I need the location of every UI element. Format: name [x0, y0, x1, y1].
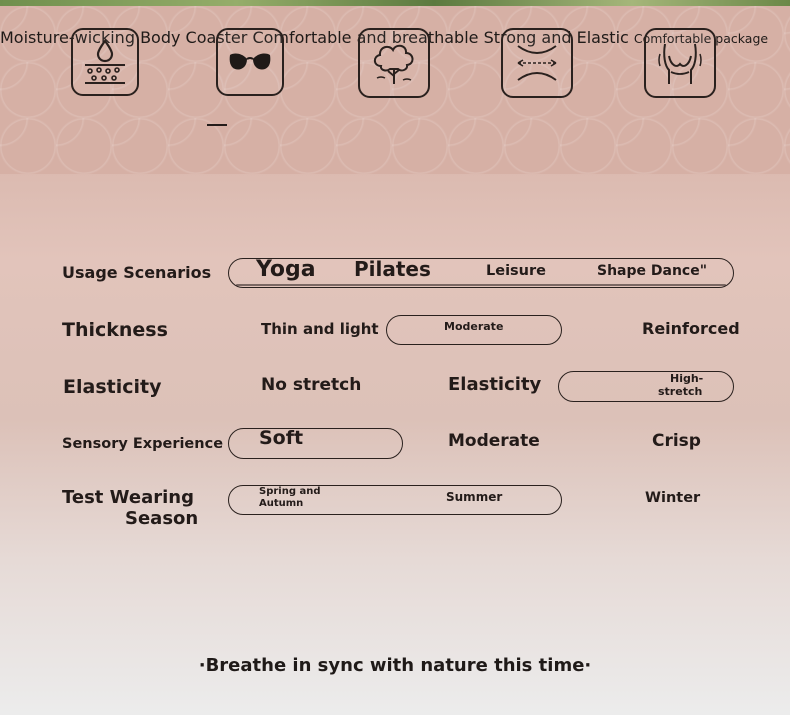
thickness-label: Thickness [62, 319, 168, 341]
tree-breeze-icon [358, 28, 430, 98]
option-yoga[interactable]: Yoga [256, 257, 316, 282]
elasticity-selected-pill [558, 371, 734, 402]
option-spring-autumn-line2[interactable]: Autumn [259, 498, 304, 509]
elasticity-label: Elasticity [63, 376, 162, 398]
bra-cups-icon [216, 28, 284, 96]
option-soft[interactable]: Soft [259, 427, 304, 449]
option-spring-autumn-line1[interactable]: Spring and [259, 486, 321, 497]
feature-label-breathable-line1: Comfortable and [252, 28, 387, 47]
brush-stroke [236, 284, 726, 286]
body-wrap-icon [644, 28, 716, 98]
feature-breathable [358, 28, 430, 98]
usage-scenarios-label: Usage Scenarios [62, 263, 212, 282]
option-shape-dance[interactable]: Shape Dance" [597, 263, 708, 279]
option-leisure[interactable]: Leisure [486, 263, 546, 279]
option-summer[interactable]: Summer [446, 490, 503, 504]
feature-label-elastic: Strong and Elastic [483, 28, 629, 47]
option-crisp[interactable]: Crisp [652, 431, 701, 451]
option-thin-light[interactable]: Thin and light [261, 320, 379, 338]
feature-strong-elastic [501, 28, 573, 98]
tagline: ·Breathe in sync with nature this time· [198, 655, 592, 676]
option-pilates[interactable]: Pilates [354, 257, 431, 281]
option-reinforced[interactable]: Reinforced [642, 319, 740, 338]
option-winter[interactable]: Winter [645, 490, 701, 506]
feature-label-package: Comfortable package [633, 31, 769, 46]
stretch-arrows-icon [501, 28, 573, 98]
feature-label-body-line2: Coaster [185, 28, 248, 47]
feature-body-coaster [216, 28, 284, 96]
option-high-stretch-line1[interactable]: High- [670, 372, 704, 385]
droplet-layers-icon [71, 28, 139, 96]
option-elasticity[interactable]: Elasticity [448, 374, 542, 395]
feature-comfortable-package [644, 28, 716, 98]
feature-label-moisture: Moisture-wicking [0, 28, 135, 47]
label-dash [207, 124, 227, 126]
option-high-stretch-line2[interactable]: stretch [658, 385, 703, 398]
season-label-line1: Test Wearing [62, 487, 194, 508]
option-moderate-thickness[interactable]: Moderate [444, 320, 504, 333]
feature-label-breathable-line2: breathable [391, 28, 479, 47]
season-label-line2: Season [125, 508, 199, 529]
sensory-experience-label: Sensory Experience [62, 436, 224, 452]
feature-moisture-wicking [71, 28, 139, 96]
feature-label-body-line1: Body [140, 28, 181, 47]
feature-list [0, 28, 790, 158]
option-no-stretch[interactable]: No stretch [261, 375, 362, 395]
option-moderate-sensory[interactable]: Moderate [448, 431, 540, 451]
sensory-selected-pill [228, 428, 403, 459]
